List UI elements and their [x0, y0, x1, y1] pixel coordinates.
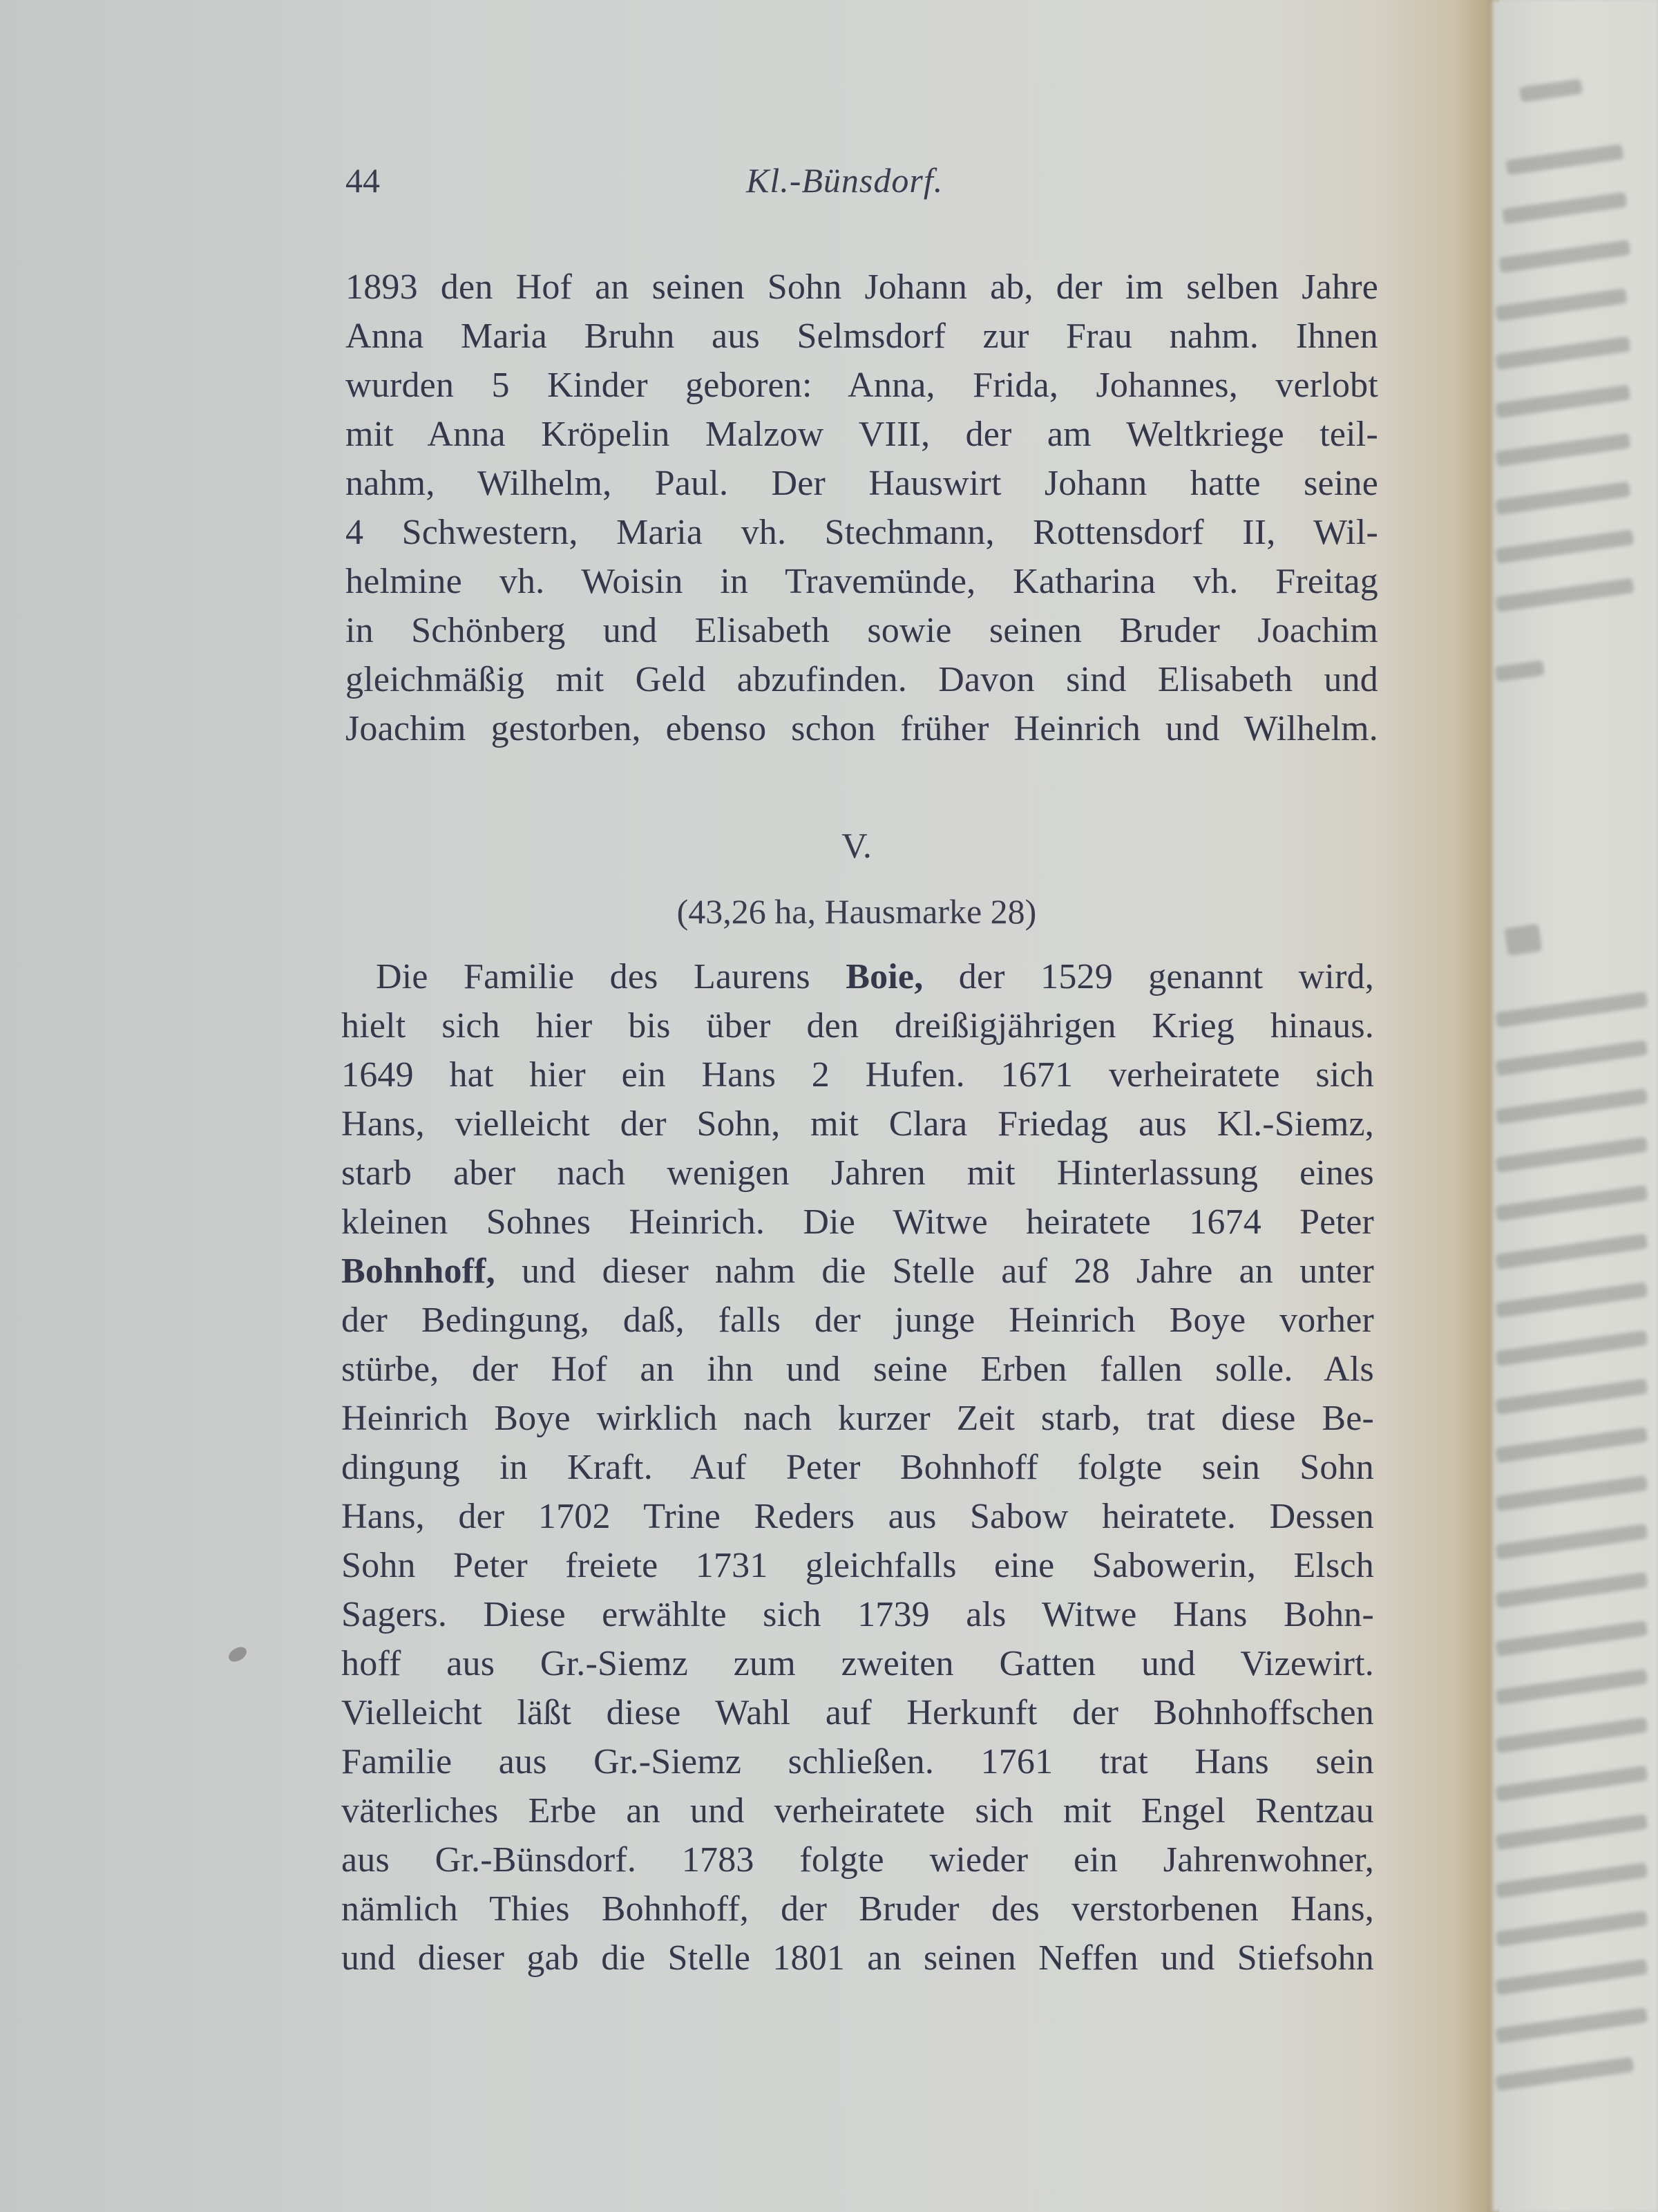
facing-text-line	[1496, 1620, 1648, 1656]
text-line: väterliches Erbe an und verheiratete sich mit Engel Rentzau	[341, 1791, 1374, 1831]
facing-text-line	[1496, 1088, 1648, 1124]
facing-text-line	[1495, 2057, 1634, 2091]
text-line: kleinen Sohnes Heinrich. Die Witwe heiratete 1674 Peter	[341, 1202, 1374, 1242]
facing-text-line	[1519, 79, 1583, 102]
section-paragraph	[341, 952, 1374, 1983]
facing-text-line	[1496, 1959, 1648, 1995]
facing-text-line	[1496, 1379, 1648, 1415]
facing-page-blurred	[1492, 0, 1658, 2212]
facing-text-line	[1495, 337, 1630, 370]
facing-text-line	[1496, 992, 1648, 1028]
facing-text-line	[1496, 1572, 1648, 1608]
text-line: helmine vh. Woisin in Travemünde, Katharina vh. Freitag	[345, 562, 1378, 601]
facing-text-line	[1496, 1427, 1648, 1463]
facing-text-line	[1495, 288, 1627, 321]
text-line: Anna Maria Bruhn aus Selmsdorf zur Frau nahm. Ihnen	[345, 316, 1378, 356]
text-line: Hans, der 1702 Trine Reders aus Sabow heiratete. Dessen	[341, 1497, 1374, 1536]
facing-text-line	[1496, 1669, 1648, 1705]
text-line: hielt sich hier bis über den dreißigjährigen Krieg hinaus.	[341, 1006, 1374, 1046]
facing-text-line	[1496, 1862, 1648, 1898]
facing-text-line	[1496, 1185, 1648, 1221]
facing-text-line	[1496, 1040, 1648, 1076]
continuation-paragraph	[345, 263, 1378, 753]
text-line: Hans, vielleicht der Sohn, mit Clara Friedag aus Kl.-Siemz,	[341, 1104, 1374, 1144]
facing-text-line	[1496, 1475, 1648, 1511]
text-line: Bohnhoff, und dieser nahm die Stelle auf 28 Jahre an unter	[341, 1251, 1374, 1291]
text-line: dingung in Kraft. Auf Peter Bohnhoff folgte sein Sohn	[341, 1448, 1374, 1487]
facing-text-line	[1496, 1717, 1648, 1753]
section-subtitle: (43,26 ha, Hausmarke 28)	[676, 892, 1037, 931]
surname-bold: Boie,	[846, 957, 924, 996]
facing-text-line	[1495, 433, 1630, 467]
text-line: nämlich Thies Bohnhoff, der Bruder des verstorbenen Hans,	[341, 1889, 1374, 1929]
text-line: 1893 den Hof an seinen Sohn Johann ab, der im selben Jahre	[345, 267, 1378, 307]
facing-text-line	[1495, 529, 1634, 564]
facing-text-line	[1496, 1137, 1648, 1173]
running-head: Kl.-Bünsdorf.	[746, 161, 944, 200]
facing-text-line	[1496, 1330, 1648, 1366]
text-line: Die Familie des Laurens Boie, der 1529 genannt wird,	[376, 957, 1374, 996]
text-line: der Bedingung, daß, falls der junge Heinrich Boye vorher	[341, 1301, 1374, 1340]
facing-text-line	[1496, 1233, 1648, 1269]
text-line: Heinrich Boye wirklich nach kurzer Zeit starb, trat diese Be-	[341, 1399, 1374, 1438]
text-line: hoff aus Gr.-Siemz zum zweiten Gatten und Vizewirt.	[341, 1644, 1374, 1683]
facing-text-line	[1495, 385, 1630, 419]
page-header	[345, 160, 1382, 216]
text-line: 1649 hat hier ein Hans 2 Hufen. 1671 verheiratete sich	[341, 1055, 1374, 1095]
facing-text-line	[1496, 2007, 1648, 2043]
facing-text-line	[1502, 192, 1627, 225]
page-number: 44	[345, 161, 380, 200]
facing-heading	[1504, 924, 1542, 956]
text-line: Familie aus Gr.-Siemz schließen. 1761 trat Hans sein	[341, 1742, 1374, 1781]
facing-text-line	[1495, 660, 1545, 682]
text-line: starb aber nach wenigen Jahren mit Hinterlassung eines	[341, 1153, 1374, 1193]
text-line: Sagers. Diese erwählte sich 1739 als Witwe Hans Bohn-	[341, 1595, 1374, 1634]
text-line: gleichmäßig mit Geld abzufinden. Davon sind Elisabeth und	[345, 660, 1378, 699]
facing-text-line	[1498, 240, 1630, 273]
section-numeral: V.	[841, 826, 872, 866]
facing-text-line	[1495, 578, 1634, 612]
text-line: nahm, Wilhelm, Paul. Der Hauswirt Johann hatte seine	[345, 464, 1378, 503]
surname-bold: Bohnhoff,	[341, 1251, 495, 1291]
text-line: aus Gr.-Bünsdorf. 1783 folgte wieder ein Jahrenwohner,	[341, 1840, 1374, 1880]
facing-text-line	[1496, 1911, 1648, 1947]
text-line: Sohn Peter freiete 1731 gleichfalls eine Sabowerin, Elsch	[341, 1546, 1374, 1585]
facing-text-line	[1495, 482, 1630, 516]
text-line: 4 Schwestern, Maria vh. Stechmann, Rottensdorf II, Wil-	[345, 513, 1378, 552]
text-line: und dieser gab die Stelle 1801 an seinen Neffen und Stiefsohn	[341, 1938, 1374, 1978]
text-line: stürbe, der Hof an ihn und seine Erben fallen solle. Als	[341, 1350, 1374, 1389]
text-line: Vielleicht läßt diese Wahl auf Herkunft der Bohnhoffschen	[341, 1693, 1374, 1732]
text-line: in Schönberg und Elisabeth sowie seinen Bruder Joachim	[345, 611, 1378, 650]
facing-text-line	[1505, 144, 1623, 175]
facing-text-line	[1496, 1766, 1648, 1802]
text-line: mit Anna Kröpelin Malzow VIII, der am Weltkriege teil-	[345, 415, 1378, 454]
facing-text-line	[1496, 1282, 1648, 1318]
facing-text-line	[1496, 1524, 1648, 1560]
facing-text-line	[1496, 1814, 1648, 1850]
text-line: Joachim gestorben, ebenso schon früher Heinrich und Wilhelm.	[345, 709, 1378, 748]
text-line: wurden 5 Kinder geboren: Anna, Frida, Johannes, verlobt	[345, 366, 1378, 405]
